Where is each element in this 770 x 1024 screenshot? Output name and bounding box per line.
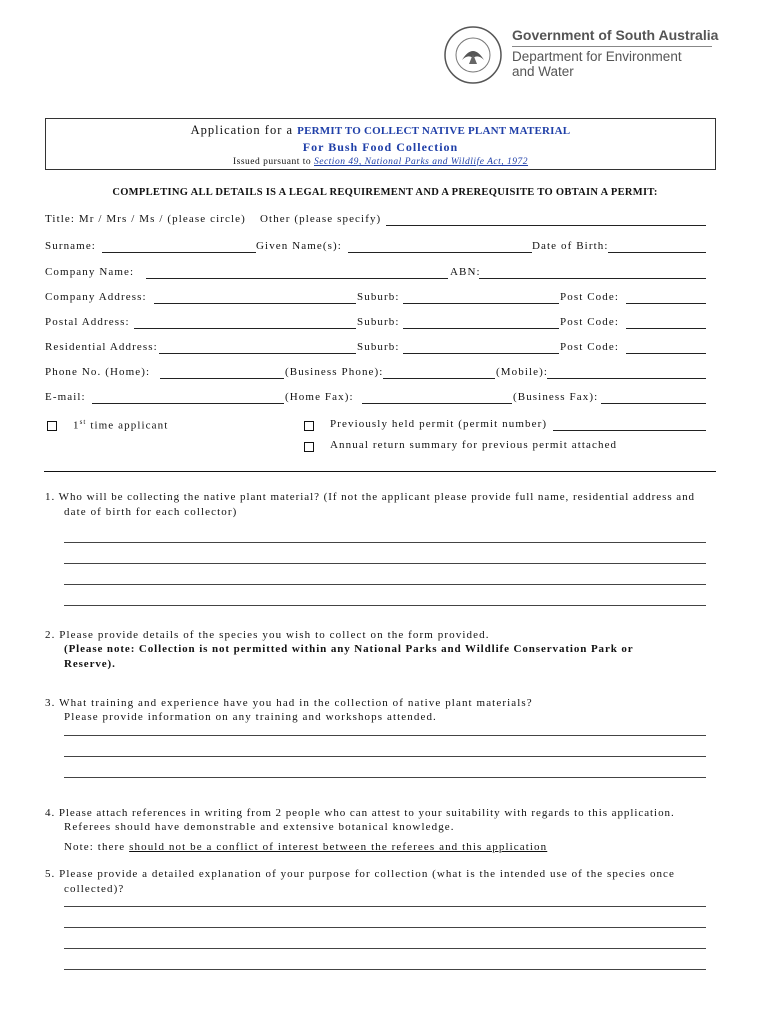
title-prefix: Application for a — [190, 123, 298, 137]
previous-permit-label: Previously held permit (permit number) — [330, 418, 548, 430]
first-time-num: 1 — [73, 419, 80, 432]
answer-line[interactable] — [64, 563, 706, 564]
first-time-label — [73, 418, 168, 432]
answer-line[interactable] — [64, 756, 706, 757]
dob-label: Date of Birth: — [532, 240, 609, 252]
company-address-label: Company Address: — [45, 291, 147, 303]
first-time-checkbox[interactable] — [47, 421, 57, 431]
given-name-field[interactable] — [348, 252, 532, 253]
surname-field[interactable] — [102, 252, 256, 253]
residential-address-field[interactable] — [159, 353, 356, 354]
dob-field[interactable] — [608, 252, 706, 253]
question-4-note — [64, 841, 547, 853]
postal-suburb-label: Suburb: — [357, 316, 400, 328]
answer-line[interactable] — [64, 584, 706, 585]
email-field[interactable] — [92, 403, 284, 404]
annual-return-label: Annual return summary for previous permit attached — [330, 439, 618, 451]
title-box — [45, 118, 716, 170]
company-suburb-field[interactable] — [403, 303, 559, 304]
email-label: E-mail: — [45, 391, 86, 403]
annual-return-checkbox[interactable] — [304, 442, 314, 452]
home-phone-label: Phone No. (Home): — [45, 366, 151, 378]
home-fax-label: (Home Fax): — [285, 391, 354, 403]
gov-title: Government of South Australia — [512, 27, 719, 43]
postal-postcode-field[interactable] — [626, 328, 706, 329]
company-name-label: Company Name: — [45, 266, 135, 278]
postal-postcode-label: Post Code: — [560, 316, 619, 328]
business-fax-field[interactable] — [601, 403, 706, 404]
sa-government-logo — [442, 24, 504, 86]
business-phone-field[interactable] — [383, 378, 495, 379]
residential-postcode-label: Post Code: — [560, 341, 619, 353]
question-4-cont: Referees should have demonstrable and extensive botanical knowledge. — [64, 821, 455, 833]
sa-seal-icon — [442, 24, 504, 86]
given-name-label: Given Name(s): — [256, 240, 342, 252]
dept-line2: and Water — [512, 64, 574, 79]
question-5: 5. Please provide a detailed explanation of your purpose for collection (what is the intended use of the species once — [45, 868, 675, 880]
question-2-note-cont: Reserve). — [64, 658, 116, 670]
question-5-cont: collected)? — [64, 883, 125, 895]
other-label: Other (please specify) — [260, 213, 382, 225]
act-link[interactable]: Section 49, National Parks and Wildlife Act, 1972 — [313, 157, 529, 167]
answer-line[interactable] — [64, 927, 706, 928]
answer-line[interactable] — [64, 969, 706, 970]
requirement-heading: COMPLETING ALL DETAILS IS A LEGAL REQUIREMENT AND A PREREQUISITE TO OBTAIN A PERMIT: — [112, 187, 658, 198]
mobile-label: (Mobile): — [496, 366, 549, 378]
residential-postcode-field[interactable] — [626, 353, 706, 354]
residential-suburb-label: Suburb: — [357, 341, 400, 353]
postal-suburb-field[interactable] — [403, 328, 559, 329]
residential-address-label: Residential Address: — [45, 341, 158, 353]
question-3: 3. What training and experience have you had in the collection of native plant materials? — [45, 697, 533, 709]
question-2-note: (Please note: Collection is not permitted within any National Parks and Wildlife Conservation Park or — [64, 643, 634, 655]
note-underlined: should not be a conflict of interest between the referees and this application — [129, 841, 548, 853]
answer-line[interactable] — [64, 948, 706, 949]
answer-line[interactable] — [64, 906, 706, 907]
residential-suburb-field[interactable] — [403, 353, 559, 354]
home-fax-field[interactable] — [362, 403, 512, 404]
abn-label: ABN: — [450, 266, 481, 278]
postal-address-label: Postal Address: — [45, 316, 130, 328]
permit-subtitle: For Bush Food Collection — [302, 140, 459, 154]
answer-line[interactable] — [64, 542, 706, 543]
business-fax-label: (Business Fax): — [513, 391, 599, 403]
question-1: 1. Who will be collecting the native plant material? (If not the applicant please provide full name, residential address and — [45, 491, 695, 503]
dept-line1: Department for Environment — [512, 49, 682, 64]
first-time-text: time applicant — [86, 419, 169, 432]
question-3-cont: Please provide information on any training and workshops attended. — [64, 711, 437, 723]
business-phone-label: (Business Phone): — [285, 366, 384, 378]
previous-permit-field[interactable] — [553, 430, 706, 431]
title-label: Title: Mr / Mrs / Ms / (please circle) — [45, 213, 246, 225]
abn-field[interactable] — [479, 278, 706, 279]
question-1-cont: date of birth for each collector) — [64, 506, 238, 518]
surname-label: Surname: — [45, 240, 96, 252]
answer-line[interactable] — [64, 605, 706, 606]
note-prefix: Note: there — [64, 841, 130, 853]
permit-title: PERMIT TO COLLECT NATIVE PLANT MATERIAL — [297, 125, 571, 137]
answer-line[interactable] — [64, 777, 706, 778]
question-4: 4. Please attach references in writing from 2 people who can attest to your suitability with regards to this application. — [45, 807, 675, 819]
question-2: 2. Please provide details of the species you wish to collect on the form provided. — [45, 629, 490, 641]
postal-address-field[interactable] — [134, 328, 356, 329]
first-time-sup: st — [79, 418, 87, 426]
home-phone-field[interactable] — [160, 378, 284, 379]
previous-permit-checkbox[interactable] — [304, 421, 314, 431]
company-postcode-field[interactable] — [626, 303, 706, 304]
mobile-field[interactable] — [547, 378, 706, 379]
company-postcode-label: Post Code: — [560, 291, 619, 303]
issued-prefix: Issued pursuant to — [232, 157, 314, 167]
other-field[interactable] — [386, 225, 706, 226]
company-suburb-label: Suburb: — [357, 291, 400, 303]
company-address-field[interactable] — [154, 303, 356, 304]
section-divider — [44, 471, 716, 472]
answer-line[interactable] — [64, 735, 706, 736]
company-name-field[interactable] — [146, 278, 448, 279]
